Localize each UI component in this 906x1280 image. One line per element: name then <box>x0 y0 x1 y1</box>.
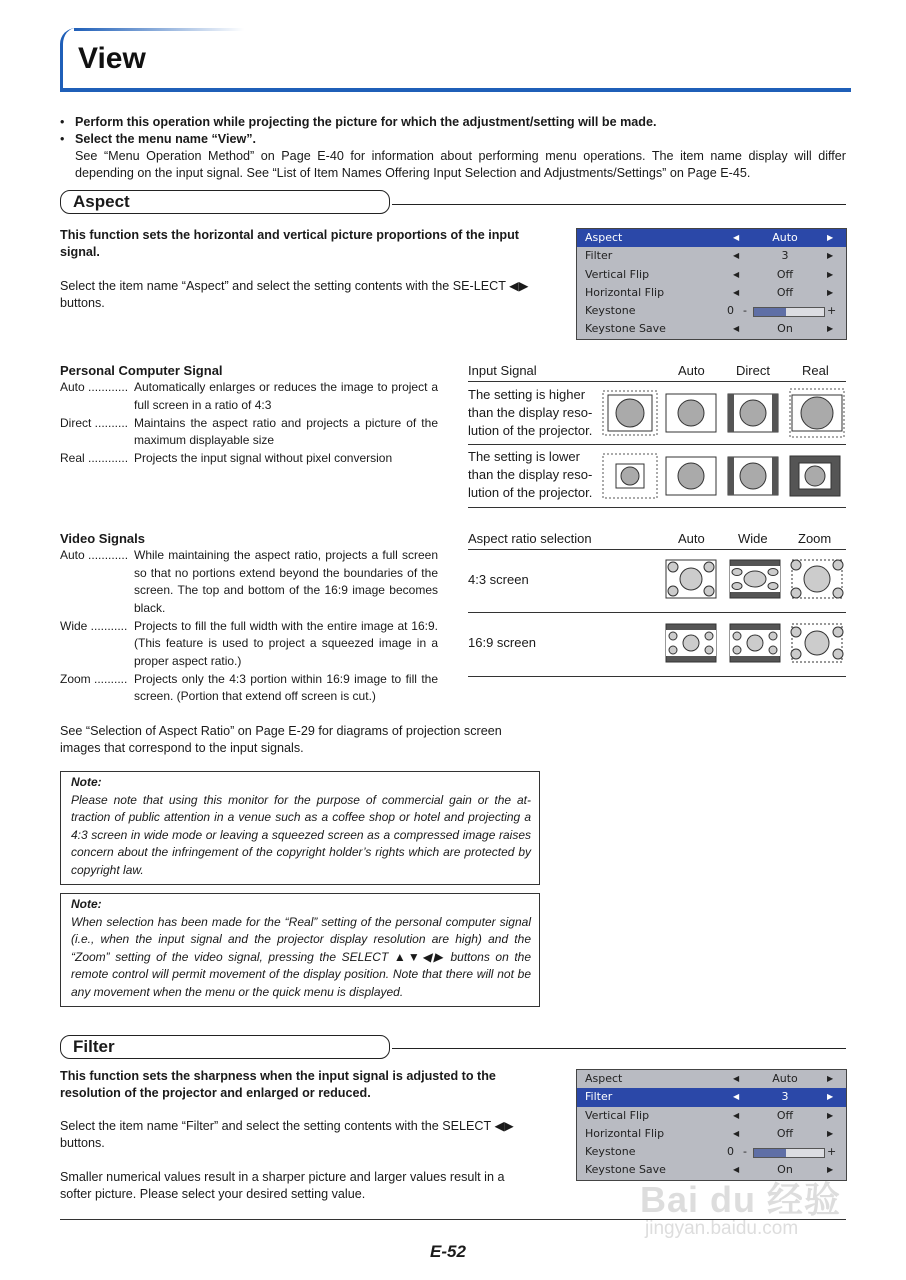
table2-header-rule <box>468 549 846 550</box>
keystone-minus: - <box>743 1145 747 1159</box>
definition-term: Wide ........... <box>60 618 128 633</box>
diagram-lower-auto-screen <box>603 454 657 498</box>
definition-desc: Projects the input signal without pixel conversion <box>134 451 393 465</box>
intro-text: See “Menu Operation Method” on Page E-40 for information about performing menu operations. The item name display will differ depending on the input signal. See “List of Item Names Offering Input Selection and Adjustments/Settings” on Page E-45. <box>75 149 846 180</box>
menu-item-label: Keystone Save <box>585 322 666 336</box>
diagram-43-zoom-screen <box>791 560 843 598</box>
definition-item <box>60 450 438 468</box>
keystone-slider-fill <box>754 1149 786 1157</box>
arrow-left-icon[interactable]: ◀ <box>733 1092 740 1102</box>
menu-item-value: 3 <box>781 1090 789 1104</box>
keystone-zero: 0 <box>727 1145 734 1159</box>
table2-row-rule <box>468 612 846 613</box>
note-display-position <box>60 893 540 1007</box>
definition-desc: While maintaining the aspect ratio, projects a full screen so that no portions extend beyond the boundaries of the screen. The top and bottom of the 16:9 image becomes black. <box>134 548 438 615</box>
watermark-url: jingyan.baidu.com <box>645 1218 799 1239</box>
menu-item-label: Filter <box>585 1090 613 1104</box>
diagram-169-zoom-screen <box>791 624 843 662</box>
note-copyright-text: Please note that using this monitor for the purpose of commercial gain or the at-traction of public attention in a venue such as a coffee shop or hotel and projecting a 4:3 screen in wide mode or leaving a squeezed screen as a compressed image raises concern about the infringement of the copyright holder’s rights which are protected by copyright law. <box>71 792 531 877</box>
menu-item-value: Auto <box>772 1072 798 1085</box>
definition-item <box>60 379 438 414</box>
definition-desc: Automatically enlarges or reduces the image to project a full screen in a ratio of 4:3 <box>134 380 438 412</box>
intro-block <box>60 114 846 182</box>
arrow-right-icon[interactable]: ▶ <box>827 287 834 297</box>
arrow-left-icon[interactable]: ◀ <box>733 1128 740 1138</box>
menu-item-vertical-flip[interactable] <box>577 266 846 284</box>
keystone-zero: 0 <box>727 304 734 318</box>
aspect-section-heading: Aspect <box>60 190 390 214</box>
page-title-frame <box>60 28 848 90</box>
arrow-left-icon[interactable]: ◀ <box>733 1165 740 1175</box>
definition-term: Direct .......... <box>60 415 129 430</box>
menu-item-value: Off <box>776 1126 794 1140</box>
arrow-right-icon[interactable]: ▶ <box>827 1074 834 1083</box>
menu-item-vertical-flip[interactable] <box>577 1107 846 1125</box>
diagram-43-wide-screen <box>730 560 780 598</box>
menu-item-value: On <box>777 1163 793 1177</box>
arrow-right-icon[interactable]: ▶ <box>827 1110 834 1120</box>
keystone-plus: + <box>827 304 837 318</box>
filter-bold-intro: This function sets the sharpness when the input signal is adjusted to the resolution of the projector and enlarged or reduced. <box>60 1069 496 1100</box>
menu-item-filter[interactable] <box>577 247 846 265</box>
note-display-position-title: Note: <box>71 897 102 911</box>
arrow-right-icon[interactable]: ▶ <box>827 324 834 334</box>
table2-col-zoom: Zoom <box>798 531 832 546</box>
menu-item-value: Auto <box>772 231 798 244</box>
table1-bottom-rule <box>468 507 846 508</box>
table2-col-auto: Auto <box>678 531 705 546</box>
diagram-higher-auto-screen <box>603 391 657 435</box>
table1-row2-diagrams <box>600 449 846 505</box>
definition-term: Auto ............ <box>60 548 129 562</box>
menu-item-label: Horizontal Flip <box>585 285 665 299</box>
osd-menu-aspect <box>576 228 847 340</box>
osd-menu-filter <box>576 1069 847 1181</box>
aspect-bold-intro: This function sets the horizontal and vertical picture proportions of the input signal. <box>60 228 519 259</box>
table1-col-auto: Auto <box>678 363 705 378</box>
definition-desc: Maintains the aspect ratio and projects a picture of the maximum displayable size <box>134 415 438 447</box>
intro-bullet-2: • Select the menu name “View”. <box>60 131 846 148</box>
menu-item-aspect[interactable] <box>577 1070 846 1088</box>
table1-col-direct: Direct <box>736 363 770 378</box>
aspect-instructions: Select the item name “Aspect” and select the setting contents with the SE-LECT ◀▶ buttons. <box>60 279 529 310</box>
keystone-slider-fill <box>754 308 786 316</box>
table2-bottom-rule <box>468 676 846 677</box>
title-frame-border <box>60 28 851 92</box>
table1-row-rule <box>468 444 846 445</box>
menu-item-value: Off <box>776 1108 794 1122</box>
menu-item-keystone-save[interactable] <box>577 320 846 338</box>
arrow-left-icon[interactable]: ◀ <box>733 233 740 242</box>
filter-instructions: Select the item name “Filter” and select the setting contents with the SELECT ◀▶ buttons. <box>60 1119 514 1150</box>
table1-header-rule <box>468 381 846 382</box>
arrow-right-icon[interactable]: ▶ <box>827 1165 834 1175</box>
menu-item-value: Off <box>776 267 794 281</box>
arrow-right-icon[interactable]: ▶ <box>827 1128 834 1138</box>
definition-item <box>60 618 438 671</box>
diagram-169-wide-screen <box>730 624 780 662</box>
keystone-plus: + <box>827 1145 837 1159</box>
table2-col-aspect-ratio: Aspect ratio selection <box>468 531 592 546</box>
menu-item-label: Aspect <box>585 231 623 244</box>
definition-desc: Projects only the 4:3 portion within 16:9 image to fill the screen. (Portion that extend off screen is cut.) <box>134 671 438 703</box>
table1-row-lower: The setting is lower than the display reso-lution of the projector. <box>468 449 593 500</box>
diagram-higher-real-crop <box>728 394 778 432</box>
aspect-see-reference: See “Selection of Aspect Ratio” on Page E-29 for diagrams of projection screen images that correspond to the input signals. <box>60 724 502 755</box>
menu-item-label: Vertical Flip <box>585 267 650 281</box>
page-title: View <box>78 42 146 75</box>
arrow-left-icon[interactable]: ◀ <box>733 287 740 297</box>
diagram-lower-direct-screen <box>666 457 716 495</box>
note-display-position-text: When selection has been made for the “Real” setting of the personal computer signal (i.e., when the input signal and the projector display resolution are high) and the “Zoom” setting of the video signal, pressing the SELECT ▲▼◀▶ buttons on the remote control will permit movement of the display position. Note that there will not be any movement when the menu or the quick menu is displayed. <box>71 914 531 999</box>
arrow-right-icon[interactable]: ▶ <box>827 269 834 279</box>
menu-item-label: Aspect <box>585 1072 623 1085</box>
table2-row-16-9: 16:9 screen <box>468 635 536 650</box>
definition-term: Zoom .......... <box>60 671 128 686</box>
arrow-left-icon[interactable]: ◀ <box>733 251 740 261</box>
menu-item-filter[interactable] <box>577 1088 846 1106</box>
menu-item-keystone[interactable] <box>577 302 846 320</box>
table2-row1-diagrams <box>664 558 846 604</box>
diagram-higher-real-screen <box>790 389 844 437</box>
filter-section-rule <box>392 1048 846 1049</box>
note-copyright-title: Note: <box>71 775 102 789</box>
menu-item-label: Horizontal Flip <box>585 1126 665 1140</box>
menu-item-label: Vertical Flip <box>585 1108 650 1122</box>
table1-row1-diagrams <box>600 386 846 442</box>
keystone-slider[interactable] <box>753 1148 825 1158</box>
diagram-169-auto-screen <box>666 624 716 662</box>
menu-item-label: Filter <box>585 249 613 263</box>
table2-col-wide: Wide <box>738 531 768 546</box>
diagram-lower-real-screen <box>790 456 840 496</box>
definition-item <box>60 671 438 706</box>
arrow-left-icon[interactable]: ◀ <box>733 324 740 334</box>
video-signals-title: Video Signals <box>60 531 146 546</box>
arrow-right-icon[interactable]: ▶ <box>827 233 834 242</box>
menu-item-value: 3 <box>781 249 789 263</box>
arrow-right-icon[interactable]: ▶ <box>827 251 834 261</box>
menu-item-value: Off <box>776 285 794 299</box>
definition-item <box>60 547 438 617</box>
table1-col-real: Real <box>802 363 829 378</box>
note-copyright <box>60 771 540 885</box>
arrow-left-icon[interactable]: ◀ <box>733 269 740 279</box>
diagram-higher-direct-screen <box>666 394 716 432</box>
table1-row-higher: The setting is higher than the display reso-lution of the projector. <box>468 387 593 438</box>
table1-col-input-signal: Input Signal <box>468 363 537 378</box>
menu-item-aspect[interactable] <box>577 229 846 247</box>
pc-signal-title: Personal Computer Signal <box>60 363 223 378</box>
arrow-left-icon[interactable]: ◀ <box>733 1110 740 1120</box>
arrow-left-icon[interactable]: ◀ <box>733 1074 740 1083</box>
menu-item-horizontal-flip[interactable] <box>577 284 846 302</box>
menu-item-label: Keystone <box>585 304 636 318</box>
keystone-slider[interactable] <box>753 307 825 317</box>
keystone-minus: - <box>743 304 747 318</box>
table2-row2-diagrams <box>664 622 846 668</box>
diagram-43-auto-screen <box>666 560 716 598</box>
definition-term: Auto ............ <box>60 380 129 394</box>
menu-item-keystone[interactable] <box>577 1143 846 1161</box>
table2-row-4-3: 4:3 screen <box>468 572 529 587</box>
menu-item-label: Keystone <box>585 1145 636 1159</box>
aspect-section-rule <box>392 204 846 205</box>
diagram-lower-real-crop <box>728 457 778 495</box>
definition-desc: Projects to fill the full width with the entire image at 16:9. (This feature is used to project a squeezed image in a proper aspect ratio.) <box>134 618 438 668</box>
menu-item-horizontal-flip[interactable] <box>577 1125 846 1143</box>
filter-section-heading: Filter <box>60 1035 390 1059</box>
arrow-right-icon[interactable]: ▶ <box>827 1092 834 1102</box>
intro-bullet-1: • Perform this operation while projecting the picture for which the adjustment/setting will be made. <box>60 114 846 131</box>
menu-item-label: Keystone Save <box>585 1163 666 1177</box>
watermark-logo: Bai du 经验 <box>640 1179 842 1220</box>
definition-term: Real ............ <box>60 451 129 465</box>
menu-item-value: On <box>777 322 793 336</box>
definition-item <box>60 415 438 450</box>
title-gradient-line <box>74 28 244 31</box>
filter-explanation: Smaller numerical values result in a sharper picture and larger values result in a softer picture. Please select your desired setting value. <box>60 1170 505 1201</box>
page-number: E-52 <box>430 1242 466 1261</box>
